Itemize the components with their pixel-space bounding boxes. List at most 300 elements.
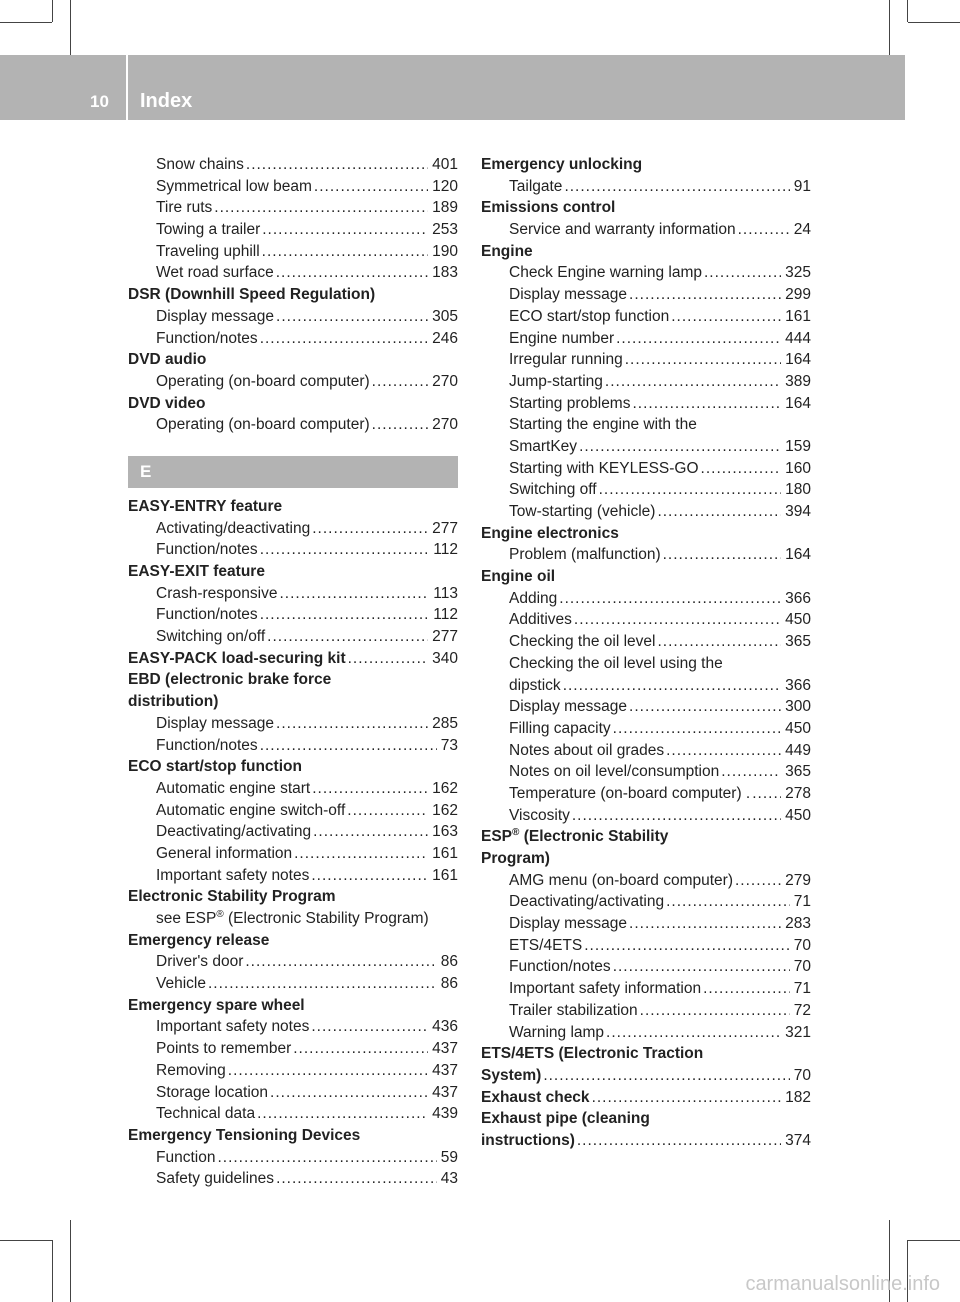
index-entry-text: Removing: [156, 1061, 226, 1079]
index-entry[interactable]: [481, 393, 811, 415]
index-entry[interactable]: [128, 821, 458, 843]
registered-mark: ®: [216, 908, 224, 920]
index-entry-text: Engine number: [509, 329, 615, 347]
page-reference[interactable]: 321: [785, 1023, 811, 1041]
page-reference[interactable]: 72: [793, 1001, 811, 1019]
index-entry[interactable]: [481, 284, 811, 306]
dot-leader: [577, 1130, 781, 1152]
index-heading: Emergency spare wheel: [128, 996, 305, 1014]
page-reference[interactable]: 112: [433, 541, 458, 559]
index-heading: Engine oil: [481, 568, 556, 586]
index-heading: Engine: [481, 242, 533, 260]
dot-leader: [629, 284, 781, 306]
index-entry-text: instructions): [481, 1131, 575, 1149]
page-reference[interactable]: 401: [432, 156, 458, 173]
index-entry[interactable]: [128, 865, 458, 887]
index-entry-text: Function: [156, 1148, 216, 1166]
index-entry[interactable]: [481, 740, 811, 762]
index-entry-text: Function/notes: [156, 541, 258, 559]
page-reference[interactable]: 70: [793, 1066, 811, 1084]
page-reference[interactable]: 437: [432, 1061, 458, 1079]
page-reference[interactable]: 164: [785, 546, 811, 564]
page-reference[interactable]: 161: [785, 307, 811, 325]
page-reference[interactable]: 283: [785, 915, 811, 933]
dot-leader: [629, 913, 781, 935]
index-entry-text: Jump-starting: [509, 372, 603, 390]
index-entry[interactable]: [481, 870, 811, 892]
dot-leader: [543, 1065, 789, 1087]
dot-leader: [613, 718, 781, 740]
index-entry-text: AMG menu (on-board computer): [509, 871, 733, 889]
dot-leader: [257, 1103, 428, 1125]
page-reference[interactable]: 163: [432, 823, 458, 841]
index-entry-text: Crash-responsive: [156, 584, 278, 602]
page-reference[interactable]: 86: [440, 975, 458, 993]
dot-leader: [311, 865, 428, 887]
page-reference[interactable]: 277: [432, 628, 458, 646]
page-reference[interactable]: 59: [440, 1148, 458, 1166]
index-entry-text: Exhaust check: [481, 1088, 590, 1106]
index-heading: distribution): [128, 693, 219, 711]
index-entry[interactable]: [128, 1038, 458, 1060]
index-entry-text: Problem (malfunction): [509, 546, 661, 564]
index-entry-text: Display message: [509, 286, 628, 304]
index-entry-text: General information: [156, 844, 293, 862]
page-reference[interactable]: 277: [432, 519, 458, 537]
index-entry[interactable]: [481, 176, 811, 198]
dot-leader: [228, 1060, 428, 1082]
page-reference[interactable]: 285: [432, 714, 458, 732]
index-entry-text: Adding: [509, 589, 558, 607]
index-column-left: [128, 154, 458, 1190]
page-reference[interactable]: 112: [433, 606, 458, 624]
index-heading: Program): [481, 850, 550, 867]
index-entry[interactable]: [481, 436, 811, 458]
page-reference[interactable]: 270: [432, 372, 458, 390]
dot-leader: [671, 306, 781, 328]
index-heading: ECO start/stop function: [128, 758, 302, 776]
page-reference[interactable]: 305: [432, 307, 458, 325]
index-entry-text: Display message: [156, 307, 275, 325]
page-reference[interactable]: 253: [432, 221, 458, 239]
index-entry[interactable]: [481, 935, 811, 957]
page-reference[interactable]: 325: [785, 264, 811, 282]
index-entry[interactable]: [481, 371, 811, 393]
index-entry[interactable]: [481, 978, 811, 1000]
dot-leader: [276, 262, 428, 284]
index-heading: DSR (Downhill Speed Regulation): [128, 286, 376, 304]
index-entry-text: Display message: [509, 915, 628, 933]
dot-leader: [599, 479, 782, 501]
page-reference[interactable]: 180: [785, 481, 811, 499]
index-entry-text: Operating (on-board computer): [156, 416, 370, 434]
index-entry[interactable]: [481, 501, 811, 523]
index-entry-text: Deactivating/activating: [509, 893, 665, 911]
index-entry[interactable]: [481, 891, 811, 913]
dot-leader: [632, 393, 781, 415]
dot-leader: [752, 783, 781, 805]
page-reference[interactable]: 374: [785, 1131, 811, 1149]
index-entry[interactable]: [128, 306, 458, 328]
dot-leader: [701, 458, 782, 480]
index-entry-text: Important safety notes: [156, 866, 310, 884]
index-entry-text: SmartKey: [509, 437, 578, 455]
index-entry-text: Temperature (on-board computer) .: [509, 784, 751, 802]
index-heading: Emissions control: [481, 199, 616, 217]
page-reference[interactable]: 189: [432, 199, 458, 217]
dot-leader: [348, 648, 429, 670]
dot-leader: [559, 588, 781, 610]
page-reference[interactable]: 71: [793, 893, 811, 911]
page-reference[interactable]: 73: [440, 736, 458, 754]
index-heading: Emergency release: [128, 931, 270, 949]
crop-mark: [70, 1220, 71, 1302]
dot-leader: [294, 843, 428, 865]
dot-leader: [260, 735, 437, 757]
dot-leader: [735, 870, 781, 892]
dot-leader: [605, 371, 781, 393]
index-entry[interactable]: [128, 973, 458, 995]
page-reference[interactable]: 70: [793, 958, 811, 976]
dot-leader: [721, 761, 781, 783]
index-entry-text: Starting with KEYLESS-GO: [509, 459, 699, 477]
section-letter: E: [128, 456, 458, 488]
index-entry[interactable]: [481, 913, 811, 935]
index-heading: Engine electronics: [481, 524, 619, 542]
dot-leader: [279, 583, 429, 605]
page-reference[interactable]: 300: [785, 698, 811, 716]
page-reference[interactable]: 159: [785, 437, 811, 455]
index-entry[interactable]: [128, 843, 458, 865]
page-reference[interactable]: 299: [785, 286, 811, 304]
dot-leader: [276, 1168, 437, 1190]
page-reference[interactable]: 183: [432, 264, 458, 282]
index-entry-text: Viscosity: [509, 806, 570, 824]
dot-leader: [245, 951, 436, 973]
index-entry-text: Important safety notes: [156, 1018, 310, 1036]
index-entry[interactable]: [481, 1022, 811, 1044]
index-entry[interactable]: [481, 219, 811, 241]
dot-leader: [313, 821, 428, 843]
index-entry[interactable]: [481, 1000, 811, 1022]
page-reference[interactable]: 450: [785, 806, 811, 824]
index-entry[interactable]: [481, 262, 811, 284]
page-reference[interactable]: 444: [785, 329, 811, 347]
index-heading: Emergency Tensioning Devices: [128, 1126, 361, 1144]
index-entry[interactable]: [128, 154, 458, 176]
index-heading: DVD video: [128, 394, 206, 412]
page-reference[interactable]: 91: [793, 177, 811, 195]
dot-leader: [262, 219, 428, 241]
index-entry-text: Towing a trailer: [156, 221, 261, 239]
page-reference[interactable]: 439: [432, 1105, 458, 1123]
dot-leader: [564, 176, 789, 198]
index-entry[interactable]: [128, 1103, 458, 1125]
page-reference[interactable]: 394: [785, 503, 811, 520]
header-divider: [126, 55, 128, 120]
index-entry[interactable]: [128, 1147, 458, 1169]
index-entry[interactable]: [481, 718, 811, 740]
index-entry-text: Checking the oil level using the: [509, 654, 723, 672]
index-entry-text: Additives: [509, 611, 572, 629]
index-entry-text: Storage location: [156, 1083, 269, 1101]
page-reference[interactable]: 366: [785, 676, 811, 694]
dot-leader: [666, 740, 781, 762]
index-entry-text: Service and warranty information: [509, 221, 736, 239]
index-heading: Electronic Stability Program: [128, 888, 336, 906]
index-entry[interactable]: [481, 761, 811, 783]
index-entry-text: Automatic engine switch-off: [156, 801, 346, 819]
index-entry[interactable]: [481, 349, 811, 371]
index-entry[interactable]: [128, 713, 458, 735]
dot-leader: [616, 328, 781, 350]
dot-leader: [579, 436, 781, 458]
index-entry[interactable]: [481, 588, 811, 610]
text-part: (Electronic Stability: [519, 828, 669, 846]
page-reference[interactable]: 161: [432, 844, 458, 862]
index-heading: EASY-ENTRY feature: [128, 497, 283, 515]
index-entry[interactable]: [481, 458, 811, 480]
page-title: Index: [140, 90, 193, 112]
page-reference[interactable]: 449: [785, 741, 811, 759]
text-part: ESP: [481, 828, 513, 846]
crop-mark: [0, 22, 52, 23]
index-entry-text: Technical data: [156, 1105, 256, 1123]
index-entry[interactable]: [128, 414, 458, 436]
page-reference[interactable]: 161: [432, 866, 458, 884]
index-entry[interactable]: [128, 800, 458, 822]
dot-leader: [629, 696, 781, 718]
index-heading: [481, 826, 811, 848]
index-entry-text: Operating (on-board computer): [156, 372, 370, 390]
index-entry-text: System): [481, 1066, 542, 1084]
index-entry[interactable]: [128, 518, 458, 540]
index-entry[interactable]: [128, 328, 458, 350]
index-entry-text: Warning lamp: [509, 1023, 605, 1041]
crop-mark: [70, 0, 71, 55]
index-entry[interactable]: [128, 778, 458, 800]
index-entry[interactable]: [128, 735, 458, 757]
index-entry[interactable]: [481, 479, 811, 501]
index-entry-text: Automatic engine start: [156, 779, 311, 797]
index-entry-text: Notes about oil grades: [509, 741, 665, 759]
dot-leader: [640, 1000, 790, 1022]
dot-leader: [312, 518, 428, 540]
page-reference[interactable]: 450: [785, 611, 811, 629]
page-reference[interactable]: 182: [785, 1088, 811, 1106]
index-entry-text: dipstick: [509, 676, 561, 694]
index-entry-text: Checking the oil level: [509, 633, 656, 651]
index-entry-text: Display message: [156, 714, 275, 732]
page-reference[interactable]: 279: [785, 871, 811, 889]
index-entry-text: Vehicle: [156, 975, 206, 993]
index-entry-text: Starting the engine with the: [509, 416, 697, 434]
index-column-right: [481, 154, 811, 1152]
index-heading: Exhaust pipe (cleaning: [481, 1110, 650, 1128]
text-part: see ESP: [156, 910, 217, 927]
index-entry-text: ECO start/stop function: [509, 307, 670, 325]
index-entry-text: Important safety information: [509, 980, 702, 998]
index-entry[interactable]: [481, 306, 811, 328]
index-entry-text: Deactivating/activating: [156, 823, 312, 841]
dot-leader: [276, 713, 428, 735]
index-heading-with-page[interactable]: [481, 1065, 811, 1087]
crop-mark: [52, 0, 53, 22]
dot-leader: [663, 544, 782, 566]
dot-leader: [314, 176, 428, 198]
crop-mark: [907, 0, 908, 22]
page-reference[interactable]: 71: [793, 980, 811, 998]
page-reference[interactable]: 436: [432, 1018, 458, 1036]
index-entry[interactable]: [128, 371, 458, 393]
dot-leader: [260, 539, 430, 561]
page-reference[interactable]: 366: [785, 589, 811, 607]
dot-leader: [270, 1082, 428, 1104]
index-entry[interactable]: [481, 805, 811, 827]
index-entry[interactable]: [128, 1016, 458, 1038]
index-entry-text: Traveling uphill: [156, 242, 260, 260]
index-entry[interactable]: [128, 219, 458, 241]
page-reference[interactable]: 162: [432, 779, 458, 797]
index-entry-text: Function/notes: [156, 736, 258, 754]
index-entry-text: Tailgate: [509, 177, 563, 195]
page-reference[interactable]: 437: [432, 1083, 458, 1101]
index-heading: EASY-EXIT feature: [128, 563, 265, 580]
index-entry[interactable]: [481, 783, 811, 805]
dot-leader: [262, 241, 428, 263]
dot-leader: [312, 778, 428, 800]
dot-leader: [217, 1147, 436, 1169]
index-entry-text: Starting problems: [509, 394, 631, 412]
index-entry-text: Snow chains: [156, 156, 244, 173]
page-reference[interactable]: 162: [432, 801, 458, 819]
index-entry[interactable]: [128, 604, 458, 626]
page-reference[interactable]: 270: [432, 416, 458, 434]
index-entry-text: EASY-PACK load-securing kit: [128, 649, 346, 667]
page-reference[interactable]: 160: [785, 459, 811, 477]
dot-leader: [311, 1016, 428, 1038]
index-entry-text: Notes on oil level/consumption: [509, 763, 720, 781]
page-reference[interactable]: 278: [785, 784, 811, 802]
crop-mark: [0, 1240, 52, 1241]
page-reference[interactable]: 340: [432, 649, 458, 667]
index-heading-with-page[interactable]: [481, 1087, 811, 1109]
index-heading-with-page[interactable]: [128, 648, 458, 670]
index-entry-text: Function/notes: [509, 958, 611, 976]
index-entry-text: Switching on/off: [156, 628, 266, 646]
index-entry[interactable]: [481, 956, 811, 978]
dot-leader: [574, 609, 781, 631]
index-entry-text: Display message: [509, 698, 628, 716]
dot-leader: [246, 154, 428, 176]
dot-leader: [372, 414, 428, 436]
page-reference[interactable]: 86: [440, 953, 458, 971]
index-entry-text: Activating/deactivating: [156, 519, 311, 537]
dot-leader: [704, 262, 781, 284]
index-entry[interactable]: [128, 1168, 458, 1190]
index-entry[interactable]: [128, 539, 458, 561]
page-reference[interactable]: 164: [785, 394, 811, 412]
page-reference[interactable]: 450: [785, 719, 811, 737]
index-entry[interactable]: [481, 675, 811, 697]
dot-leader: [267, 626, 428, 648]
dot-leader: [703, 978, 790, 1000]
dot-leader: [666, 891, 790, 913]
index-entry-text: Points to remember: [156, 1040, 292, 1058]
dot-leader: [657, 631, 781, 653]
index-entry[interactable]: [481, 544, 811, 566]
page-reference[interactable]: 43: [440, 1170, 458, 1188]
page-reference[interactable]: 437: [432, 1040, 458, 1058]
dot-leader: [293, 1038, 428, 1060]
index-entry-text: Filling capacity: [509, 719, 611, 737]
index-entry-text: ETS/4ETS: [509, 936, 583, 954]
page-reference[interactable]: 365: [785, 763, 811, 781]
index-entry-text: Check Engine warning lamp: [509, 264, 702, 282]
page-reference[interactable]: 24: [793, 221, 811, 239]
watermark: carmanualsonline.info: [745, 1273, 940, 1295]
index-entry-text: Symmetrical low beam: [156, 177, 312, 195]
page-reference[interactable]: 120: [432, 177, 458, 195]
index-entry[interactable]: [481, 328, 811, 350]
page-reference[interactable]: 164: [785, 351, 811, 369]
index-entry[interactable]: [481, 631, 811, 653]
index-entry-text: Function/notes: [156, 329, 258, 347]
page-number: 10: [90, 92, 109, 111]
index-entry[interactable]: [128, 262, 458, 284]
dot-leader: [372, 371, 428, 393]
index-entry[interactable]: [481, 609, 811, 631]
index-entry[interactable]: [481, 696, 811, 718]
dot-leader: [584, 935, 790, 957]
index-entry-text: Tire ruts: [156, 199, 213, 217]
registered-mark: ®: [512, 827, 520, 839]
index-entry-text: Trailer stabilization: [509, 1001, 638, 1019]
index-entry[interactable]: [128, 1060, 458, 1082]
page-reference[interactable]: 246: [432, 329, 458, 347]
dot-leader: [592, 1087, 782, 1109]
page-reference[interactable]: 70: [793, 936, 811, 954]
index-entry[interactable]: [128, 951, 458, 973]
index-entry[interactable]: [128, 626, 458, 648]
see-reference: [128, 908, 458, 930]
index-entry[interactable]: [128, 197, 458, 219]
dot-leader: [260, 328, 428, 350]
dot-leader: [347, 800, 428, 822]
index-entry[interactable]: [128, 241, 458, 263]
index-entry-text: Irregular running: [509, 351, 623, 369]
index-entry-text: Wet road surface: [156, 264, 274, 282]
crop-mark: [908, 1240, 960, 1241]
dot-leader: [606, 1022, 781, 1044]
index-entry[interactable]: [128, 176, 458, 198]
dot-leader: [572, 805, 781, 827]
dot-leader: [214, 197, 428, 219]
index-heading: Emergency unlocking: [481, 156, 643, 173]
index-heading-with-page[interactable]: [481, 1130, 811, 1152]
dot-leader: [625, 349, 781, 371]
dot-leader: [563, 675, 781, 697]
crop-mark: [52, 1240, 53, 1302]
page-reference[interactable]: 389: [785, 372, 811, 390]
index-heading: EBD (electronic brake force: [128, 671, 332, 689]
index-entry[interactable]: [128, 583, 458, 605]
page-reference[interactable]: 190: [432, 242, 458, 260]
page-reference[interactable]: 365: [785, 633, 811, 651]
page-reference[interactable]: 113: [433, 584, 458, 602]
index-entry-text: Function/notes: [156, 606, 258, 624]
index-entry[interactable]: [128, 1082, 458, 1104]
